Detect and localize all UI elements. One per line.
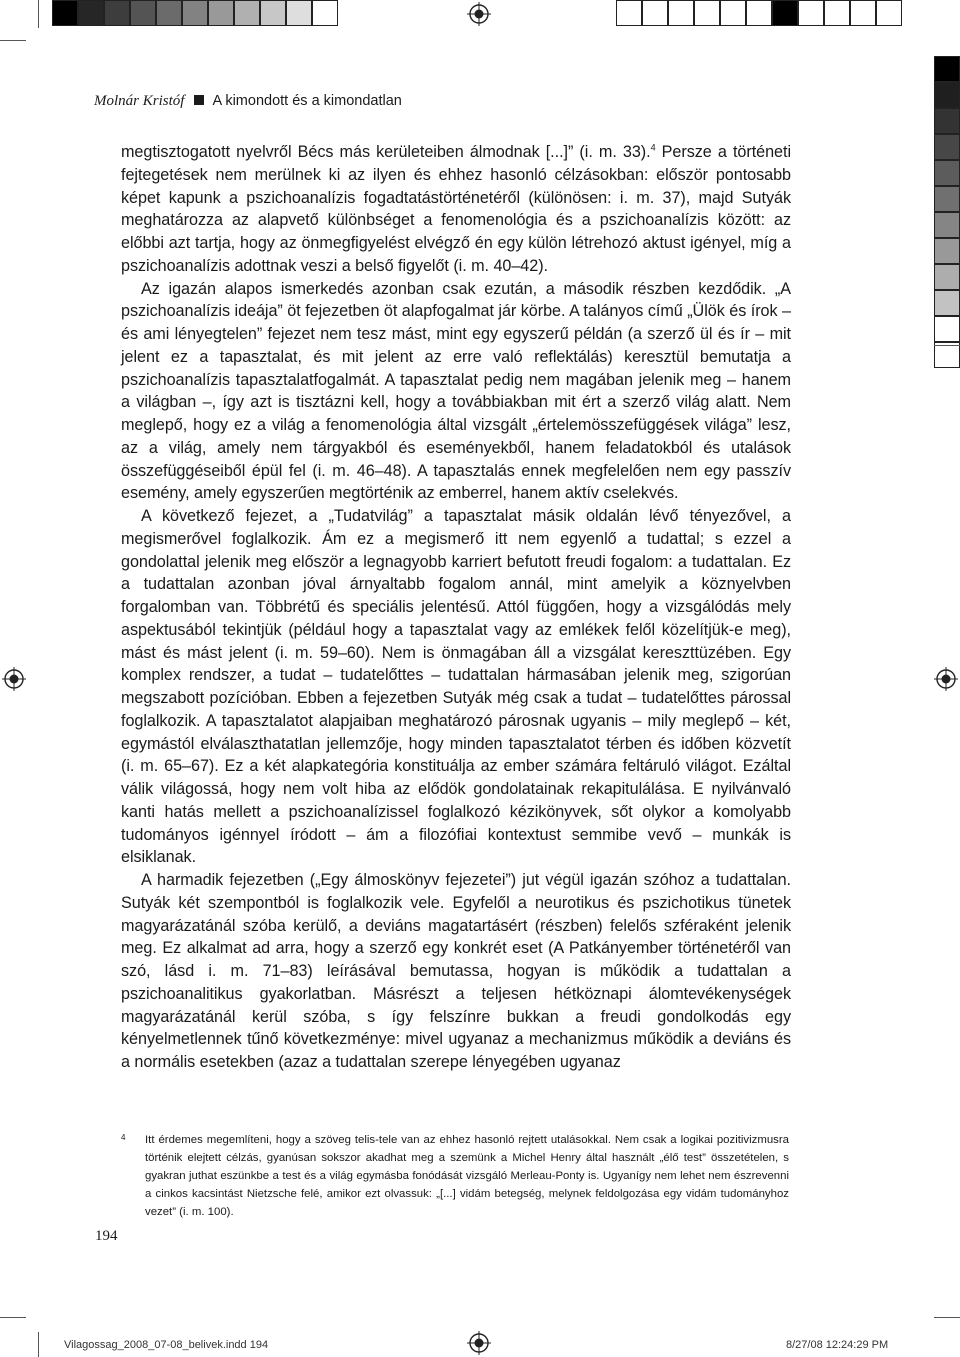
registration-target-icon (467, 1331, 491, 1355)
header-title: A kimondott és a kimondatlan (212, 93, 402, 109)
color-swatch (934, 160, 960, 186)
color-swatch (260, 0, 286, 26)
registration-target-icon (467, 2, 491, 26)
color-swatch (668, 0, 694, 26)
color-swatch (616, 0, 642, 26)
color-swatch (934, 212, 960, 238)
crop-mark (38, 1332, 39, 1357)
footnote (121, 1131, 791, 1221)
color-swatch (234, 0, 260, 26)
color-swatch (746, 0, 772, 26)
footnote-text: Itt érdemes megemlíteni, hogy a szöveg telis-tele van az ehhez hasonló rejtett utalásokkal. Nem csak a logikai pozitivizmusra történik elejtett célzás, gyanúsan sokszor akadhat meg a szemünk a Michel Henry által használt „élő test” összetételen, s gyakran juthat eszünkbe a test és a világ egymásba fonódását vizsgáló Merleau-Ponty is. Ugyanígy nem lehet nem észrevenni a cinkos kacsintást Nietzsche felé, amikor ezt olvassuk: „[...] vidám betegség, melynek feldolgozása egy vidám tudományhoz vezet” (i. m. 100). (145, 1134, 789, 1218)
paragraph-4: A harmadik fejezetben („Egy álmoskönyv fejezetei”) jut végül igazán szóhoz a tudattalan. Sutyák két szempontból is foglalkozik vele. Egyfelől a neurotikus és pszichotikus tünetek magyarázatánál szóba kerülő, a deviáns magatartásért (részben) felelős szféraként jelenik meg. Ez alkalmat ad arra, hogy a szerző egy konkrét eset (A Patkányember történetéről van szó, lásd i. m. 71–83) leírásával bemutassa, hogyan is működik a tudattalan a pszichoanalitikus gyakorlatban. Másrészt a teljesen hétköznapi álomtevékenységek magyarázatánál kerül szóba, s így felszínre bukkan a freudi gondolkodás egy kényelmetlennek tűnő következménye: mivel ugyanaz a mechanizmus működik a deviáns és a normális esetekben (azaz a tudattalan szerepe lényegében ugyanaz (121, 871, 791, 1071)
registration-bar-left (52, 0, 338, 26)
color-sidebar (934, 56, 960, 368)
running-header (94, 93, 402, 110)
color-swatch (208, 0, 234, 26)
slug-datetime: 8/27/08 12:24:29 PM (786, 1339, 889, 1351)
color-swatch (156, 0, 182, 26)
article-body (121, 141, 791, 1074)
color-swatch (824, 0, 850, 26)
color-swatch (934, 290, 960, 316)
color-swatch (130, 0, 156, 26)
color-swatch (720, 0, 746, 26)
crop-mark (38, 0, 39, 28)
color-swatch (850, 0, 876, 26)
crop-mark (0, 40, 26, 41)
color-swatch (772, 0, 798, 26)
color-swatch (78, 0, 104, 26)
color-swatch (934, 82, 960, 108)
registration-bar-right (616, 0, 902, 26)
color-swatch (642, 0, 668, 26)
color-swatch (798, 0, 824, 26)
color-swatch (934, 264, 960, 290)
crop-mark (934, 1317, 960, 1318)
color-swatch (876, 0, 902, 26)
footnote-number: 4 (121, 1133, 126, 1142)
paragraph-2: Az igazán alapos ismerkedés azonban csak ezután, a második részben kezdődik. „A pszichoanalízis ideája” öt fejezetben öt alapfogalmat jár körbe. A talányos című „Ülök és írok – és ami lényegtelen” fejezet nem tesz mást, mint egy egyszerű példán (a szerző ül és ír – mit jelent ez a tapasztalat, és mit jelent az erre való reflektálás) keresztül bemutatja a pszichoanalízis tapasztalatfogalmát. A tapasztalat pedig nem magában jelenik meg – hanem a világban –, így azt is tisztázni kell, hogy a továbbiakban mit ért a szerző világ alatt. Nem meglepő, hogy ez a világ a fenomenológia által vizsgált „értelemösszefüggések világa” lesz, az a világ, amely nem tárgyakból és eseményekből, hanem feladatokból és utalások összefüggéseiből épül fel (i. m. 46–48). A tapasztalás ennek megfelelően nem egy passzív esemény, amely egyszerűen megtörténik az emberrel, hanem aktív cselekvés. (121, 279, 791, 503)
color-swatch (934, 108, 960, 134)
color-swatch (934, 56, 960, 82)
header-author: Molnár Kristóf (94, 93, 185, 109)
crop-mark (934, 345, 960, 346)
color-swatch (312, 0, 338, 26)
square-bullet-icon (194, 95, 204, 105)
paragraph-1: megtisztogatott nyelvről Bécs más kerületeiben álmodnak [...]” (i. m. 33).$^4$ Persze a történeti fejtegetések nem merülnek ki az ilyen és ehhez hasonló célzásokban: először pontosabb képet kapunk a pszichoanalízis fogadtatástörténetéről (különösen: i. m. 37), majd Sutyák meghatározza az alapvető különbséget a fenomenológia és a pszichoanalízis között: az előbbi azt tartja, hogy az önmegfigyelést elvégző én egy külön létrehozó aktust igényel, míg a pszichoanalízis adottnak veszi a belső figyelőt (i. m. 40–42). (121, 142, 792, 275)
slug-filename: Vilagossag_2008_07-08_belivek.indd 194 (64, 1339, 269, 1351)
crop-mark (0, 1317, 26, 1318)
color-swatch (934, 238, 960, 264)
color-swatch (934, 186, 960, 212)
registration-target-icon (2, 667, 26, 691)
color-swatch (934, 134, 960, 160)
color-swatch (104, 0, 130, 26)
page-number: 194 (95, 1228, 118, 1244)
paragraph-3: A következő fejezet, a „Tudatvilág” a tapasztalat másik oldalán lévő tényezővel, a megismerővel foglalkozik. Ám ez a megismerő itt nem egyenlő a tudattal; s ezzel a gondolattal jelenik meg először a legnagyobb karriert befutott freudi fogalom: a tudattalan. Ez a tudattalan azonban jóval árnyaltabb fogalom annál, mint amelyik a köznyelvben forgalomban van. Többrétű és speciális jelentésű. Attól függően, hogy a vizsgálódás mely aspektusából tekintjük (például hogy a tapasztalat vagy az emlékek felől közelítjük-e meg), mást és mást jelent (i. m. 59–60). Nem is önmagában áll a vizsgálat kereszttüzében. Egy komplex rendszer, a tudat – tudatelőttes – tudattalan hármasában jelenik meg, szigorúan megszabott pozícióban. Ebben a fejezetben Sutyák még csak a tudat – tudatelőttes párossal foglalkozik. A tapasztalatot alapjaiban meghatározó párosnak ugyanis – mily meglepő – két, egymástól elválaszthatatlan jellemzője, hogy minden tapasztalatot térben és időben közvetít (i. m. 65–67). Ez a két alapkategória konstituálja az ember számára feltáruló világot. Ezáltal válik világossá, hogy nem volt hiba az elődök gondolatainak rekapitulálása. E nyilvánvaló kanti hatás mellett a pszichoanalízissel foglalkozó kézikönyvek, sőt olykor a komolyabb tudományos igénnyel íródott – ám a filozófiai kontextust semmibe vevő – munkák is elsiklanak. (121, 507, 791, 867)
color-swatch (182, 0, 208, 26)
color-swatch (52, 0, 78, 26)
color-swatch (694, 0, 720, 26)
footnote-reference[interactable]: 4 (650, 142, 656, 153)
color-swatch (286, 0, 312, 26)
color-swatch (934, 316, 960, 342)
registration-target-icon (934, 667, 958, 691)
